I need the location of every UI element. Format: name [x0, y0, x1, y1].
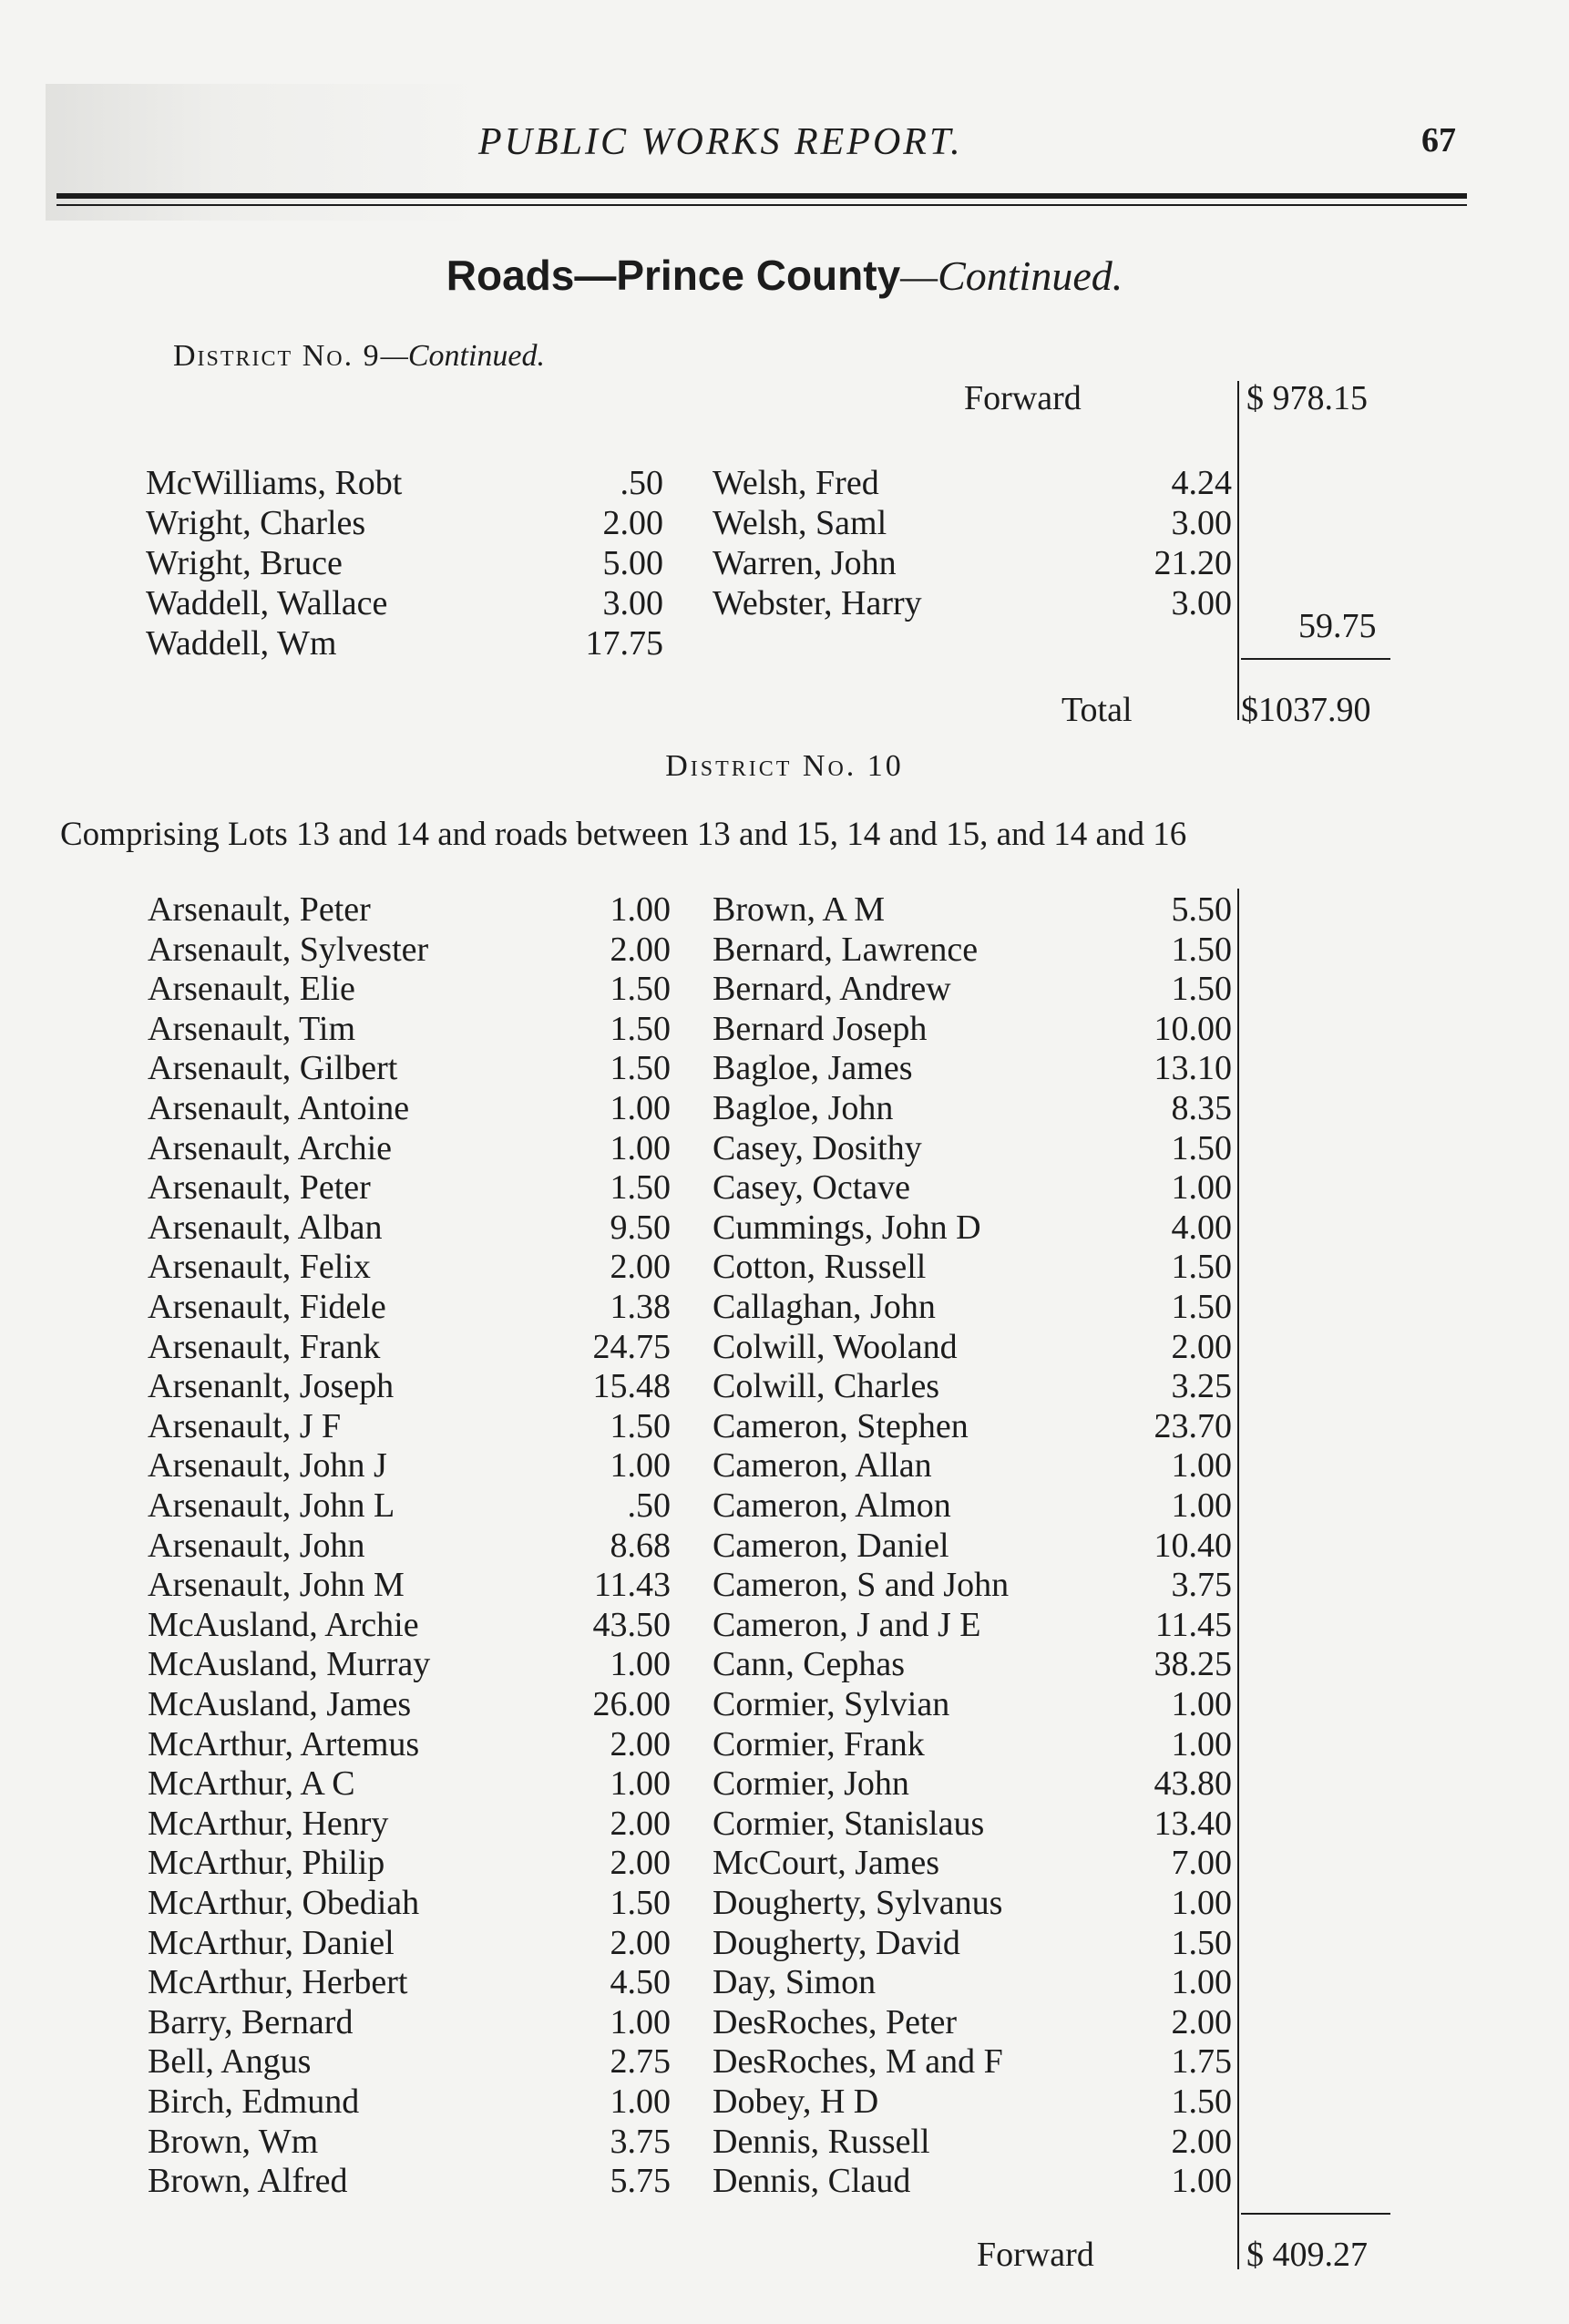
ledger-row [148, 2161, 671, 2201]
ledger-row [148, 1366, 671, 1406]
entry-name: McAusland, Archie [148, 1605, 419, 1644]
ledger-row [713, 543, 1232, 583]
entry-amount: 4.24 [1171, 464, 1232, 502]
district-10-forward-amount: $ 409.27 [1246, 2236, 1368, 2274]
entry-amount: 2.00 [1171, 2002, 1232, 2041]
entry-amount: 8.35 [1171, 1089, 1232, 1127]
ledger-row [148, 889, 671, 930]
entry-name: Arsenault, Peter [148, 890, 371, 929]
entry-amount: 4.50 [610, 1963, 671, 2002]
entry-name: Cameron, Almon [713, 1486, 951, 1525]
entry-name: Arsenanlt, Joseph [148, 1367, 395, 1406]
ledger-row [148, 1883, 671, 1923]
section-title-suffix: —Continued. [900, 252, 1123, 299]
ledger-row [148, 2122, 671, 2162]
entry-amount: 1.00 [1171, 2162, 1232, 2201]
entry-name: Waddell, Wm [146, 624, 337, 663]
entry-name: Arsenault, Elie [148, 970, 355, 1009]
entry-amount: 3.00 [602, 584, 663, 622]
ledger-row [713, 2041, 1232, 2082]
entry-amount: 9.50 [610, 1208, 671, 1247]
ledger-row [713, 930, 1232, 970]
entry-name: Arsenault, Tim [148, 1009, 356, 1048]
entry-name: Barry, Bernard [148, 2002, 354, 2041]
entry-name: Birch, Edmund [148, 2082, 360, 2121]
entry-amount: 15.48 [592, 1367, 671, 1406]
entry-name: Dennis, Russell [713, 2122, 930, 2161]
entry-name: McArthur, Obediah [148, 1884, 420, 1922]
entry-amount: 1.00 [1171, 1884, 1232, 1922]
entry-amount: 7.00 [1171, 1844, 1232, 1883]
entry-name: Day, Simon [713, 1963, 877, 2002]
entry-name: Bernard Joseph [713, 1009, 928, 1048]
entry-name: McCourt, James [713, 1844, 940, 1883]
entry-name: Arsenault, John M [148, 1566, 405, 1605]
entry-name: Wright, Bruce [146, 544, 343, 582]
entry-name: Wright, Charles [146, 504, 366, 542]
entry-name: Cormier, Sylvian [713, 1685, 950, 1723]
entry-name: McAusland, James [148, 1685, 412, 1723]
entry-name: Cormier, Stanislaus [713, 1804, 985, 1843]
entry-name: Arsenault, John J [148, 1446, 387, 1486]
ledger-row [713, 2002, 1232, 2042]
ledger-row [713, 1048, 1232, 1088]
ledger-row [146, 623, 663, 663]
ledger-row [713, 1287, 1232, 1327]
district-10-heading: District No. 10 [665, 749, 904, 783]
entry-name: McArthur, A C [148, 1764, 355, 1804]
entry-amount: 1.00 [610, 1089, 671, 1127]
ledger-row [713, 889, 1232, 930]
ledger-row [148, 1247, 671, 1287]
entry-amount: 2.00 [610, 1923, 671, 1962]
entry-name: Cameron, Stephen [713, 1406, 969, 1445]
entry-amount: .50 [620, 464, 663, 502]
ledger-row [148, 1048, 671, 1088]
entry-amount: 43.80 [1154, 1764, 1232, 1804]
entry-name: Bagloe, James [713, 1049, 913, 1088]
entry-name: Casey, Dosithy [713, 1128, 922, 1167]
district-10-description: Comprising Lots 13 and 14 and roads between 13 and 15, 14 and 15, and 14 and 16 [60, 816, 1187, 853]
entry-name: Cameron, S and John [713, 1566, 1010, 1605]
entry-amount: 11.45 [1154, 1605, 1232, 1644]
district-10-forward-label: Forward [977, 2236, 1094, 2274]
entry-amount: 1.50 [1171, 1128, 1232, 1167]
ledger-row [146, 503, 663, 543]
ledger-row [713, 1526, 1232, 1566]
entry-name: Cameron, Daniel [713, 1526, 949, 1565]
ledger-row [148, 1923, 671, 1963]
entry-name: Colwill, Charles [713, 1367, 940, 1406]
ledger-row [713, 1088, 1232, 1128]
ledger-row [713, 1565, 1232, 1605]
entry-name: McAusland, Murray [148, 1645, 431, 1684]
entry-name: Cummings, John D [713, 1208, 981, 1247]
entry-amount: 10.00 [1154, 1009, 1232, 1048]
district-9-forward-label: Forward [964, 379, 1082, 417]
entry-name: Arsenault, John L [148, 1486, 395, 1525]
entry-name: Welsh, Fred [713, 464, 879, 502]
ledger-row [713, 1009, 1232, 1049]
ledger-row [148, 1605, 671, 1645]
entry-name: Arsenault, J F [148, 1406, 342, 1445]
entry-amount: 5.00 [602, 544, 663, 582]
entry-name: Dougherty, Sylvanus [713, 1884, 1003, 1922]
district-9-heading [173, 339, 545, 374]
ledger-row [713, 583, 1232, 623]
ledger-row [713, 1843, 1232, 1883]
entry-amount: 17.75 [585, 624, 663, 663]
entry-amount: 1.50 [1171, 2082, 1232, 2121]
entry-amount: 1.00 [610, 1128, 671, 1167]
ledger-row [713, 1804, 1232, 1844]
entry-name: McArthur, Henry [148, 1804, 389, 1843]
entry-amount: 1.50 [610, 970, 671, 1009]
ledger-row [148, 1684, 671, 1724]
ledger-row [148, 1445, 671, 1486]
running-header: PUBLIC WORKS REPORT. [478, 121, 963, 163]
entry-amount: 1.50 [1171, 1248, 1232, 1287]
header-rule-thin [56, 204, 1467, 206]
district-10-column-rule [1237, 889, 1239, 2269]
ledger-row [148, 1167, 671, 1208]
entry-amount: 13.10 [1154, 1049, 1232, 1088]
ledger-row [148, 2002, 671, 2042]
entry-name: DesRoches, Peter [713, 2002, 958, 2041]
entry-amount: 2.00 [1171, 1327, 1232, 1366]
ledger-row [148, 1088, 671, 1128]
ledger-row [148, 1724, 671, 1764]
entry-amount: 23.70 [1154, 1406, 1232, 1445]
ledger-row [713, 2161, 1232, 2201]
ledger-row [713, 2082, 1232, 2122]
entry-amount: 2.00 [602, 504, 663, 542]
entry-amount: 3.75 [610, 2122, 671, 2161]
entry-amount: 1.00 [1171, 1724, 1232, 1764]
entry-amount: 1.00 [610, 1764, 671, 1804]
ledger-row [148, 1406, 671, 1446]
entry-name: Welsh, Saml [713, 504, 887, 542]
entry-amount: 3.75 [1171, 1566, 1232, 1605]
ledger-row [713, 1128, 1232, 1168]
entry-amount: 1.00 [1171, 1168, 1232, 1208]
district-10-forward-rule [1241, 2213, 1390, 2215]
entry-amount: 1.00 [1171, 1486, 1232, 1525]
district-9-subtotal-rule [1241, 658, 1390, 660]
entry-amount: 11.43 [593, 1566, 671, 1605]
entry-amount: 43.50 [592, 1605, 671, 1644]
ledger-row [713, 463, 1232, 503]
ledger-row [148, 1327, 671, 1367]
entry-amount: 5.50 [1171, 890, 1232, 929]
entry-name: Arsenault, Sylvester [148, 930, 429, 969]
ledger-row [713, 1724, 1232, 1764]
ledger-row [148, 1804, 671, 1844]
entry-name: Waddell, Wallace [146, 584, 388, 622]
section-title-main: Roads—Prince County [446, 252, 901, 299]
ledger-row [148, 2082, 671, 2122]
entry-amount: 1.00 [1171, 1446, 1232, 1486]
entry-amount: 1.50 [1171, 1288, 1232, 1326]
section-title [0, 251, 1569, 300]
ledger-row [148, 1644, 671, 1684]
ledger-row [713, 1923, 1232, 1963]
header-rule-thick [56, 193, 1467, 199]
district-9-heading-main: District No. 9 [173, 339, 381, 373]
district-9-heading-suffix: —Continued. [380, 339, 546, 373]
entry-amount: 2.00 [1171, 2122, 1232, 2161]
entry-name: DesRoches, M and F [713, 2042, 1003, 2082]
entry-name: Arsenault, John [148, 1526, 365, 1565]
entry-amount: 1.00 [610, 2082, 671, 2121]
entry-name: Bernard, Lawrence [713, 930, 979, 969]
entry-name: McArthur, Herbert [148, 1963, 408, 2002]
ledger-row [148, 1565, 671, 1605]
entry-amount: 21.20 [1154, 544, 1232, 582]
ledger-row [148, 1486, 671, 1526]
entry-name: Arsenault, Fidele [148, 1288, 386, 1326]
entry-amount: .50 [627, 1486, 671, 1525]
entry-name: Arsenault, Felix [148, 1248, 371, 1287]
entry-amount: 1.00 [610, 890, 671, 929]
ledger-row [713, 1445, 1232, 1486]
ledger-row [713, 1605, 1232, 1645]
entry-name: Brown, Wm [148, 2122, 319, 2161]
ledger-row [148, 1287, 671, 1327]
entry-name: Arsenault, Alban [148, 1208, 383, 1247]
entry-name: Brown, Alfred [148, 2162, 348, 2201]
entry-amount: 8.68 [610, 1526, 671, 1565]
page-number: 67 [1421, 121, 1456, 159]
ledger-row [148, 2041, 671, 2082]
entry-name: Webster, Harry [713, 584, 922, 622]
ledger-row [146, 543, 663, 583]
entry-name: Bernard, Andrew [713, 970, 951, 1009]
entry-amount: 1.50 [610, 1168, 671, 1208]
entry-amount: 1.00 [610, 2002, 671, 2041]
ledger-row [148, 1208, 671, 1248]
entry-amount: 1.50 [610, 1009, 671, 1048]
entry-amount: 5.75 [610, 2162, 671, 2201]
entry-amount: 24.75 [592, 1327, 671, 1366]
entry-amount: 2.00 [610, 1844, 671, 1883]
ledger-row [713, 1167, 1232, 1208]
entry-name: Bell, Angus [148, 2042, 312, 2082]
entry-name: Casey, Octave [713, 1168, 910, 1208]
ledger-row [148, 1526, 671, 1566]
entry-amount: 3.25 [1171, 1367, 1232, 1406]
entry-name: McArthur, Artemus [148, 1724, 420, 1764]
entry-name: Dobey, H D [713, 2082, 879, 2121]
entry-name: Cotton, Russell [713, 1248, 927, 1287]
entry-amount: 38.25 [1154, 1645, 1232, 1684]
entry-name: McArthur, Philip [148, 1844, 385, 1883]
district-9-subtotal: 59.75 [1298, 607, 1377, 645]
entry-amount: 2.00 [610, 930, 671, 969]
ledger-row [148, 1962, 671, 2002]
entry-name: Cormier, John [713, 1764, 909, 1804]
ledger-row [713, 1644, 1232, 1684]
entry-amount: 3.00 [1171, 584, 1232, 622]
entry-amount: 4.00 [1171, 1208, 1232, 1247]
entry-amount: 1.50 [610, 1884, 671, 1922]
entry-name: Brown, A M [713, 890, 885, 929]
ledger-row [713, 1247, 1232, 1287]
entry-name: Arsenault, Peter [148, 1168, 371, 1208]
entry-amount: 2.00 [610, 1804, 671, 1843]
ledger-row [148, 930, 671, 970]
district-9-total-label: Total [1061, 691, 1133, 729]
entry-amount: 26.00 [592, 1685, 671, 1723]
entry-amount: 1.00 [610, 1645, 671, 1684]
entry-amount: 1.50 [1171, 1923, 1232, 1962]
entry-amount: 1.50 [610, 1049, 671, 1088]
entry-name: Bagloe, John [713, 1089, 894, 1127]
entry-amount: 1.50 [1171, 970, 1232, 1009]
entry-name: Arsenault, Archie [148, 1128, 393, 1167]
ledger-row [713, 1208, 1232, 1248]
ledger-row [713, 503, 1232, 543]
ledger-row [148, 1843, 671, 1883]
entry-amount: 2.75 [610, 2042, 671, 2082]
entry-name: Arsenault, Frank [148, 1327, 381, 1366]
ledger-row [713, 1406, 1232, 1446]
ledger-row [713, 1486, 1232, 1526]
entry-amount: 10.40 [1154, 1526, 1232, 1565]
ledger-row [148, 1764, 671, 1804]
entry-name: Cameron, Allan [713, 1446, 932, 1486]
entry-name: McArthur, Daniel [148, 1923, 395, 1962]
ledger-row [713, 2122, 1232, 2162]
entry-name: Cann, Cephas [713, 1645, 906, 1684]
ledger-row [148, 969, 671, 1009]
entry-amount: 1.00 [1171, 1963, 1232, 2002]
ledger-row [713, 1327, 1232, 1367]
entry-amount: 13.40 [1154, 1804, 1232, 1843]
district-9-total-amount: $1037.90 [1241, 691, 1371, 729]
entry-name: Dougherty, David [713, 1923, 960, 1962]
entry-name: Arsenault, Antoine [148, 1089, 410, 1127]
entry-name: Cormier, Frank [713, 1724, 925, 1764]
entry-name: McWilliams, Robt [146, 464, 403, 502]
ledger-row [713, 969, 1232, 1009]
entry-amount: 1.75 [1171, 2042, 1232, 2082]
entry-name: Colwill, Wooland [713, 1327, 958, 1366]
ledger-row [148, 1009, 671, 1049]
entry-name: Cameron, J and J E [713, 1605, 981, 1644]
entry-name: Arsenault, Gilbert [148, 1049, 398, 1088]
entry-name: Warren, John [713, 544, 897, 582]
ledger-row [713, 1883, 1232, 1923]
ledger-row [713, 1684, 1232, 1724]
ledger-row [146, 583, 663, 623]
district-9-forward-amount: $ 978.15 [1246, 379, 1368, 417]
entry-amount: 2.00 [610, 1248, 671, 1287]
entry-amount: 1.38 [610, 1288, 671, 1326]
entry-name: Callaghan, John [713, 1288, 936, 1326]
ledger-row [713, 1962, 1232, 2002]
entry-amount: 1.00 [610, 1446, 671, 1486]
district-9-column-rule [1237, 381, 1239, 720]
entry-amount: 1.50 [1171, 930, 1232, 969]
ledger-row [713, 1366, 1232, 1406]
ledger-row [148, 1128, 671, 1168]
entry-amount: 1.50 [610, 1406, 671, 1445]
entry-amount: 3.00 [1171, 504, 1232, 542]
entry-amount: 2.00 [610, 1724, 671, 1764]
entry-amount: 1.00 [1171, 1685, 1232, 1723]
ledger-row [146, 463, 663, 503]
entry-name: Dennis, Claud [713, 2162, 911, 2201]
ledger-row [713, 1764, 1232, 1804]
